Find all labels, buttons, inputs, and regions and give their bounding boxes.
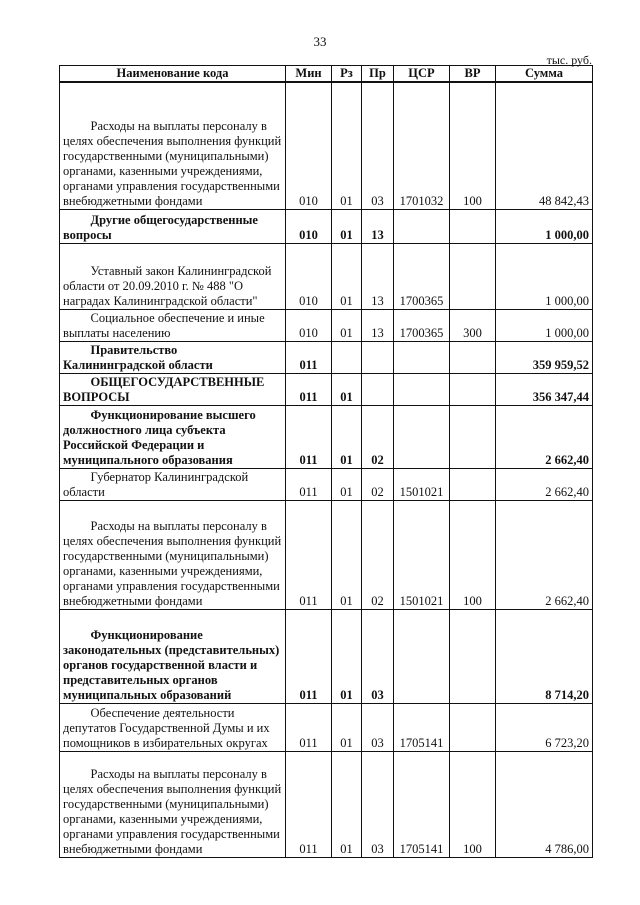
cell-csr: 1701032 xyxy=(394,82,450,209)
cell-min: 011 xyxy=(286,500,332,609)
cell-pr xyxy=(362,341,394,373)
cell-csr: 1501021 xyxy=(394,500,450,609)
cell-min: 010 xyxy=(286,209,332,243)
cell-sum: 1 000,00 xyxy=(496,243,593,309)
cell-rz: 01 xyxy=(332,468,362,500)
cell-sum: 8 714,20 xyxy=(496,609,593,703)
cell-name: Функционирование высшего должностного лица субъекта Российской Федерации и муниципального образования xyxy=(60,405,286,468)
cell-min: 011 xyxy=(286,341,332,373)
cell-sum: 2 662,40 xyxy=(496,405,593,468)
cell-min: 011 xyxy=(286,703,332,751)
table-row xyxy=(60,341,593,373)
table-row xyxy=(60,209,593,243)
header-pr: Пр xyxy=(362,66,394,83)
table-row xyxy=(60,703,593,751)
cell-sum: 6 723,20 xyxy=(496,703,593,751)
cell-vr xyxy=(450,405,496,468)
cell-pr: 02 xyxy=(362,500,394,609)
cell-pr: 03 xyxy=(362,751,394,857)
cell-pr: 13 xyxy=(362,309,394,341)
cell-sum: 1 000,00 xyxy=(496,309,593,341)
cell-min: 010 xyxy=(286,309,332,341)
cell-name: Расходы на выплаты персоналу в целях обеспечения выполнения функций государственными (муниципальными) органами, казенными учреждениями, органами управления государственными внебюджетными фондами xyxy=(60,500,286,609)
table-row xyxy=(60,373,593,405)
header-sum: Сумма xyxy=(496,66,593,83)
cell-vr xyxy=(450,468,496,500)
table-row xyxy=(60,243,593,309)
cell-name: Уставный закон Калининградской области от 20.09.2010 г. № 488 "О наградах Калининградской области" xyxy=(60,243,286,309)
cell-vr: 100 xyxy=(450,751,496,857)
cell-min: 011 xyxy=(286,468,332,500)
cell-name: Губернатор Калининградской области xyxy=(60,468,286,500)
cell-csr: 1501021 xyxy=(394,468,450,500)
cell-min: 011 xyxy=(286,609,332,703)
cell-rz: 01 xyxy=(332,243,362,309)
cell-csr: 1700365 xyxy=(394,309,450,341)
cell-rz xyxy=(332,341,362,373)
cell-pr: 03 xyxy=(362,82,394,209)
cell-vr: 100 xyxy=(450,82,496,209)
header-name: Наименование кода xyxy=(60,66,286,83)
cell-min: 010 xyxy=(286,82,332,209)
cell-csr xyxy=(394,609,450,703)
cell-csr: 1700365 xyxy=(394,243,450,309)
cell-name: Обеспечение деятельности депутатов Государственной Думы и их помощников в избирательных округах xyxy=(60,703,286,751)
cell-pr: 13 xyxy=(362,209,394,243)
cell-sum: 359 959,52 xyxy=(496,341,593,373)
header-vr: ВР xyxy=(450,66,496,83)
cell-vr xyxy=(450,341,496,373)
cell-sum: 2 662,40 xyxy=(496,468,593,500)
cell-rz: 01 xyxy=(332,703,362,751)
cell-sum: 1 000,00 xyxy=(496,209,593,243)
cell-csr xyxy=(394,341,450,373)
cell-csr xyxy=(394,209,450,243)
cell-sum: 4 786,00 xyxy=(496,751,593,857)
table-header-row xyxy=(60,66,593,83)
cell-rz: 01 xyxy=(332,309,362,341)
cell-name: Расходы на выплаты персоналу в целях обеспечения выполнения функций государственными (муниципальными) органами, казенными учреждениями, органами управления государственными внебюджетными фондами xyxy=(60,751,286,857)
cell-pr xyxy=(362,373,394,405)
units-label: тыс. руб. xyxy=(546,53,592,67)
table-row xyxy=(60,309,593,341)
cell-rz: 01 xyxy=(332,209,362,243)
cell-vr xyxy=(450,209,496,243)
budget-table xyxy=(59,65,593,858)
cell-name: Расходы на выплаты персоналу в целях обеспечения выполнения функций государственными (муниципальными) органами, казенными учреждениями, органами управления государственными внебюджетными фондами xyxy=(60,82,286,209)
page-number: 33 xyxy=(313,34,327,49)
table-row xyxy=(60,609,593,703)
cell-name: Социальное обеспечение и иные выплаты населению xyxy=(60,309,286,341)
cell-rz: 01 xyxy=(332,373,362,405)
cell-vr xyxy=(450,609,496,703)
cell-pr: 02 xyxy=(362,468,394,500)
table-row xyxy=(60,500,593,609)
cell-rz: 01 xyxy=(332,82,362,209)
table-row xyxy=(60,405,593,468)
table-row xyxy=(60,82,593,209)
cell-min: 011 xyxy=(286,373,332,405)
cell-vr xyxy=(450,703,496,751)
cell-rz: 01 xyxy=(332,405,362,468)
cell-min: 011 xyxy=(286,405,332,468)
cell-sum: 2 662,40 xyxy=(496,500,593,609)
cell-pr: 03 xyxy=(362,609,394,703)
cell-name: ОБЩЕГОСУДАРСТВЕННЫЕ ВОПРОСЫ xyxy=(60,373,286,405)
cell-vr: 100 xyxy=(450,500,496,609)
cell-rz: 01 xyxy=(332,500,362,609)
cell-csr xyxy=(394,405,450,468)
cell-rz: 01 xyxy=(332,751,362,857)
cell-pr: 02 xyxy=(362,405,394,468)
header-csr: ЦСР xyxy=(394,66,450,83)
header-rz: Рз xyxy=(332,66,362,83)
cell-csr: 1705141 xyxy=(394,703,450,751)
cell-name: Другие общегосударственные вопросы xyxy=(60,209,286,243)
cell-min: 011 xyxy=(286,751,332,857)
cell-csr xyxy=(394,373,450,405)
cell-vr: 300 xyxy=(450,309,496,341)
cell-rz: 01 xyxy=(332,609,362,703)
cell-name: Функционирование законодательных (представительных) органов государственной власти и представительных органов муниципальных образований xyxy=(60,609,286,703)
table-row xyxy=(60,468,593,500)
table-row xyxy=(60,751,593,857)
cell-min: 010 xyxy=(286,243,332,309)
cell-pr: 13 xyxy=(362,243,394,309)
cell-pr: 03 xyxy=(362,703,394,751)
cell-sum: 48 842,43 xyxy=(496,82,593,209)
header-min: Мин xyxy=(286,66,332,83)
cell-name: Правительство Калининградской области xyxy=(60,341,286,373)
cell-vr xyxy=(450,243,496,309)
cell-csr: 1705141 xyxy=(394,751,450,857)
cell-sum: 356 347,44 xyxy=(496,373,593,405)
cell-vr xyxy=(450,373,496,405)
